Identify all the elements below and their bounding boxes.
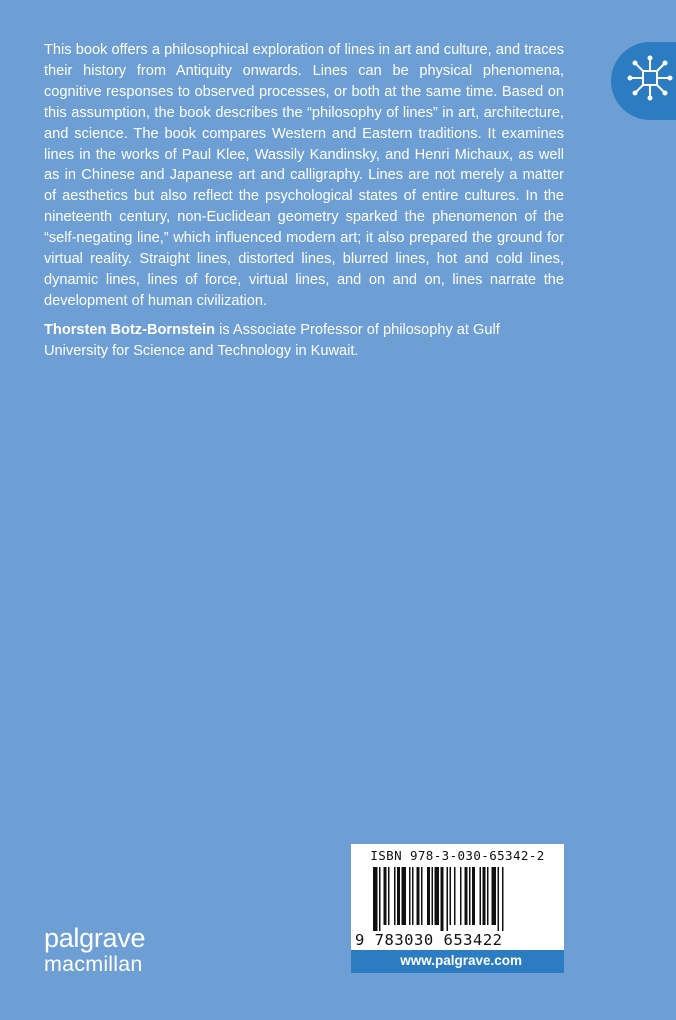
barcode-bar [483,867,486,925]
barcode-bar [472,867,475,925]
barcode-bar [480,867,482,925]
barcode-bar [454,867,456,925]
website-link[interactable]: www.palgrave.com [400,953,522,968]
barcode-bar [412,867,414,925]
barcode-bar [498,867,500,931]
barcode-bar [435,867,440,925]
barcode-bar [469,867,471,925]
barcode-bar [450,867,452,925]
barcode-bar [379,867,381,931]
website-bar [351,950,564,973]
barcode-bar [487,867,489,925]
palgrave-tab [611,42,676,120]
author-name: Thorsten Botz-Bornstein [44,322,216,338]
barcode-bar [447,867,449,931]
book-description: This book offers a philosophical exploration of lines in art and culture, and traces their history from Antiquity onwards. Lines can be physical phenomena, cognitive responses to observed processes, or both at the same time. Based on this assumption, the book describes the “philosophy of lines” in art, architecture, and science. The book compares Western and Eastern traditions. It examines lines in the works of Paul Klee, Wassily Kandinsky, and Henri Michaux, as well as in Chinese and Japanese art and calligraphy. Lines are not merely a matter of aesthetics but also reflect the psychological states of entire cultures. In the nineteenth century, non-Euclidean geometry sparked the phenomenon of the “self-negating line,” which influenced modern art; it also prepared the ground for virtual reality. Straight lines, distorted lines, blurred lines, hot and cold lines, dynamic lines, lines of force, virtual lines, and on and on, lines narrate the development of human civilization. [44,42,564,309]
barcode-digits: 9 783030 653422 [355,931,503,949]
palgrave-network-icon [627,55,673,101]
barcode-bar [492,867,497,925]
barcode-bar [465,867,468,925]
barcode-bar [402,867,407,925]
barcode-bar [394,867,396,925]
barcode-bar [417,867,420,925]
barcode-bar [388,867,390,925]
barcode-bar [373,867,378,931]
barcode-bar [397,867,400,925]
author-bio-text: is Associate Professor of philosophy at Gulf University for Science and Technology in Kuwait. [44,322,500,359]
publisher-logo-line2: macmillan [44,952,143,976]
barcode [373,867,543,931]
publisher-logo-line1: palgrave [44,923,146,953]
barcode-bar [441,867,444,931]
barcode-bar [427,867,430,925]
isbn-barcode-block [351,844,564,950]
author-bio [44,320,564,362]
barcode-bar [432,867,434,925]
publisher-logo [44,925,145,976]
barcode-bar [421,867,423,925]
barcode-bar [460,867,462,925]
barcode-bar [409,867,411,925]
barcode-bar [502,867,504,931]
isbn-label: ISBN 978-3-030-65342-2 [370,848,545,863]
barcode-bar [384,867,387,925]
